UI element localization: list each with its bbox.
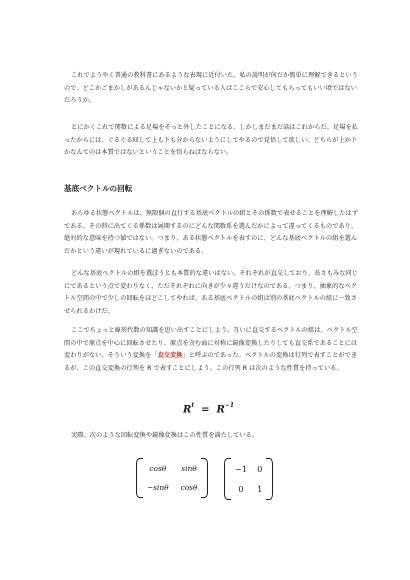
matrix-cell: 1	[257, 484, 263, 494]
equation-lhs: R	[183, 404, 192, 416]
reflection-matrix-cells	[231, 458, 266, 500]
highlight-orthogonal-transform: 直交変換	[157, 352, 183, 359]
matrix-cell: cosθ	[180, 483, 198, 492]
equation-lhs-sup: t	[191, 402, 195, 409]
matrix-cell: −1	[235, 464, 248, 474]
matrix-bracket-right	[201, 458, 208, 498]
section-heading: 基底ベクトルの回転	[64, 184, 133, 193]
matrix-bracket-left	[224, 458, 231, 500]
matrix-bracket-right	[266, 458, 273, 500]
equation-rhs-sup: −1	[224, 402, 234, 409]
paragraph-orthogonal-before: ここでちょっと線形代数の知識を思い出すことにしよう。互いに直交するベクトルの組は、ベクトル空間の中で原点を中心に回転させたり、原点を含む面に対称に鏡像変換したりしても直交系であることには変わりがない。そういう変換を「	[64, 327, 358, 359]
paragraph-example: 実際、次のような回転変換や鏡像変換はこの性質を満たしている。	[71, 432, 259, 439]
paragraph-basis: どんな基底ベクトルの組を選ぼうとも本質的な違いはない。それぞれが直交しており、長さもみな同じにであるという点で変わりなく、ただそれぞれに向きが少々違うだけなのである。つまり、抽象的なベクトル空間の中で少しの回転をほどこしてやれば、ある基底ベクトルの組は別の基底ベクトルの組に一致させられるわけだ。	[64, 270, 358, 315]
matrix-bracket-left	[136, 458, 143, 498]
paragraph-orthogonal	[64, 325, 360, 375]
paragraph-state-vector: あらゆる状態ベクトルは、無限個の直行する基底ベクトルの組とその係数で表せることを理解したはずである。その時に出てくる係数は展開するのにどんな関数系を選んだかによって違ってくるものであり、絶対的な意味を持つ値ではない。つまり、ある状態ベクトルを表すのに、どんな基底ベクトルの組を選んだかという違いが現れているに過ぎないのである。	[64, 210, 358, 255]
rotation-matrix	[136, 458, 208, 498]
matrix-cell: −sinθ	[147, 483, 169, 492]
paragraph-scaffold: とにかくこれで関数による足場をそっと外したことになる。しかしまだまだ話はこれからだ。足場を払ったからには、ぐるぐる回して上も下も分からないようにしてやるので覚悟して欲しい。どちらが上か下かなんてのは本質ではないということを悟らねばならない。	[64, 124, 358, 156]
rotation-matrix-cells	[143, 458, 201, 498]
paragraph-intro: これでようやく普通の教科書にあるような表現に近付いた。私の説明が何だか簡単に理解できるというので、どこかごまかしがあるんじゃないかと疑っている人はここらで安心してもらってもいい頃ではないだろうか。	[64, 72, 358, 104]
paragraph-orthogonal-after: 」と呼ぶのであった。ベクトルの変換は行列で表すことができるが、この直交変換の行列を R で表すことにしよう。この行列 R は次のような性質を持っている。	[64, 352, 358, 372]
reflection-matrix	[224, 458, 273, 500]
matrix-cell: 0	[238, 484, 244, 494]
equation-rhs: R	[216, 404, 225, 416]
equation-equals: =	[201, 404, 210, 416]
matrix-cell: cosθ	[149, 464, 167, 473]
matrix-cell: 0	[257, 464, 263, 474]
matrix-cell: sinθ	[181, 464, 197, 473]
equation-transpose-inverse	[183, 403, 234, 415]
